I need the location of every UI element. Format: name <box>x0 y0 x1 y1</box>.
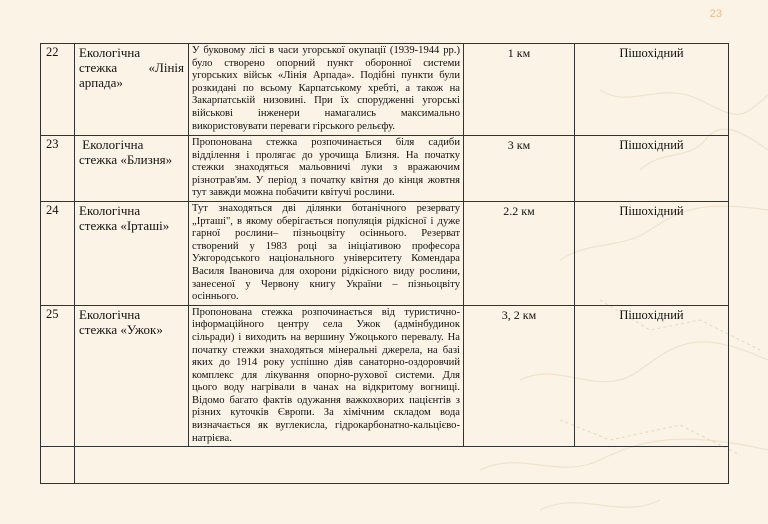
table-row <box>41 44 729 136</box>
trail-description: Тут знаходяться дві ділянки ботанічного резервату „Ірташі", в якому оберігається популяція рідкісної і дуже гарної рослини– пізньоцвіту осіннього. Резерват створений у 1983 році за ініціативою професора Ужгородського національного університету Комендара Василя Івановича для охорони рідкісного виду рослини, занесеної у Червону книгу України – пізньоцвіту осіннього. <box>189 201 464 305</box>
trail-distance: 2.2 км <box>464 201 575 305</box>
trail-description: Пропонована стежка розпочинається від туристично-інформаційного центру села Ужок (адмінбудинок сільради) і виходить на вершину Ужоцького перевалу. На початку стежки знаходяться мінеральні джерела, на базі яких до 1914 року успішно діяв санаторно-оздоровчий комплекс для лікування опорно-рухової системи. Для цього воду нагрівали в чанах на відкритому вогнищі. Відомо багато фактів одужання важкохворих пацієнтів з різних куточків Європи. За хімічним складом вода визначається як вуглекисла, гідрокарбонатно-кальцієво-натрієва. <box>189 305 464 447</box>
trail-name: Екологічна стежка «Лінія арпада» <box>75 44 189 136</box>
row-number: 23 <box>41 136 75 202</box>
trail-type: Пішохідний <box>575 201 729 305</box>
trail-name: Екологічна стежка «Ірташі» <box>75 201 189 305</box>
empty-cell <box>75 447 729 484</box>
empty-table-row <box>41 447 729 484</box>
trail-type: Пішохідний <box>575 305 729 447</box>
row-number: 25 <box>41 305 75 447</box>
row-number: 24 <box>41 201 75 305</box>
eco-trails-table <box>40 43 729 484</box>
table-row <box>41 201 729 305</box>
trail-description: Пропонована стежка розпочинається біля садиби відділення і пролягає до урочища Близня. На початку стежки знаходяться мальовничі луки з вражаючим різнотрав'ям. У період з початку квітня до кінця жовтня тут завжди можна побачити квітучі рослини. <box>189 136 464 202</box>
trail-description: У буковому лісі в часи угорської окупації (1939-1944 рр.) було створено опорний пункт оборонної системи угорських військ «Лінія Арпада». Подібні пункти були розкидані по всьому Карпатському хребті, а також на Закарпатській низовині. При їх спорудженні угорські військові інженери намагались максимально використовувати переваги гірського рельєфу. <box>189 44 464 136</box>
page-number: 23 <box>709 8 722 20</box>
table-row <box>41 136 729 202</box>
trail-distance: 3 км <box>464 136 575 202</box>
trail-distance: 3, 2 км <box>464 305 575 447</box>
row-number: 22 <box>41 44 75 136</box>
trail-name: Екологічна стежка «Ужок» <box>75 305 189 447</box>
trail-type: Пішохідний <box>575 44 729 136</box>
trail-distance: 1 км <box>464 44 575 136</box>
trail-type: Пішохідний <box>575 136 729 202</box>
trail-name: Екологічна стежка «Близня» <box>75 136 189 202</box>
empty-cell <box>41 447 75 484</box>
table-row <box>41 305 729 447</box>
